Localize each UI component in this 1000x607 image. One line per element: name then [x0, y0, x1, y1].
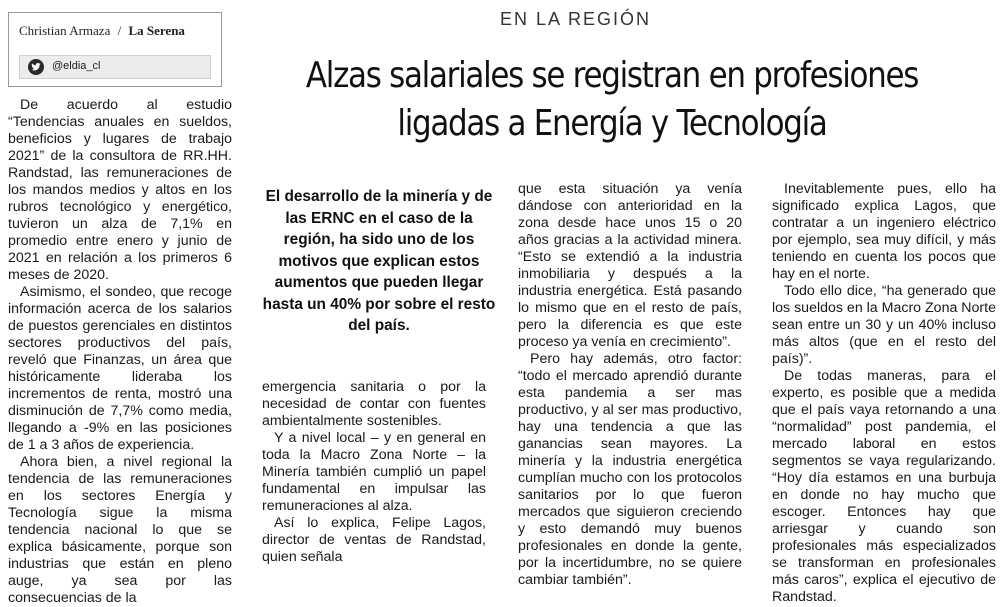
byline-box — [8, 12, 222, 87]
twitter-handle: @eldia_cl — [52, 60, 101, 72]
article-column-4 — [772, 181, 996, 606]
headline — [285, 52, 939, 148]
pull-quote: El desarrollo de la minería y de las ERNC en el caso de la región, ha sido uno de los motivos que explican estos aumentos que pueden llegar hasta un 40% por sobre el resto del país. — [262, 188, 496, 334]
headline-line-2: ligadas a Energía y Tecnología — [397, 103, 827, 144]
twitter-bird-icon — [28, 59, 44, 75]
paragraph: De todas maneras, para el experto, es posible que a medida que el país vaya retornando a una “normalidad” post pandemia, el mercado laboral en estos segmentos se vaya regularizando. “Hoy día estamos en una burbuja en donde no hay mucho que escoger. Entonces hay que arriesgar y cuando son profesionales más especializados se transforman en profesionales más caros”, explica el ejecutivo de Randstad. — [772, 368, 996, 605]
paragraph: emergencia sanitaria o por la necesidad de contar con fuentes ambientalmente sostenibles. — [262, 379, 486, 429]
paragraph: Asimismo, el sondeo, que recoge información acerca de los salarios de puestos gerenciales en distintos sectores productivos del país, reveló que Finanzas, un área que históricamente lideraba los incrementos de renta, mostró una disminución de 7,7% como media, llegando a -9% en las posiciones de 1 a 3 años de experiencia. — [8, 284, 232, 453]
paragraph: De acuerdo al estudio “Tendencias anuales en sueldos, beneficios y lugares de trabajo 2021” de la consultora de RR.HH. Randstad, las remuneraciones de los mandos medios y altos en los rubros tecnológico y energético, tuvieron un alza de 7,1% en promedio entre enero y junio de 2021 en relación a los primeros 6 meses de 2020. — [8, 97, 232, 283]
byline-separator: / — [117, 23, 122, 38]
article-column-3 — [518, 181, 742, 589]
article-column-2 — [262, 379, 486, 566]
paragraph: Así lo explica, Felipe Lagos, director de ventas de Randstad, quien señala — [262, 515, 486, 565]
article-column-1 — [8, 97, 232, 607]
headline-line-1: Alzas salariales se registran en profesiones — [305, 55, 919, 96]
paragraph: Todo ello dice, “ha generado que los sueldos en la Macro Zona Norte sean entre un 30 y un 40% incluso más altos (que en el resto del país)”. — [772, 283, 996, 367]
byline — [19, 23, 185, 39]
twitter-bar — [19, 55, 211, 79]
paragraph: Y a nivel local – y en general en toda la Macro Zona Norte – la Minería también cumplió un papel fundamental en impulsar las remuneraciones al alza. — [262, 430, 486, 514]
paragraph: Inevitablemente pues, ello ha significado explica Lagos, que contratar a un ingeniero eléctrico por ejemplo, sea muy difícil, y más teniendo en cuenta los pocos que hay en el norte. — [772, 181, 996, 282]
paragraph: Ahora bien, a nivel regional la tendencia de las remuneraciones en los sectores Energía y Tecnología sigue la misma tendencia nacional lo que se explica básicamente, porque son industrias que están en pleno auge, ya sea por las consecuencias de la — [8, 454, 232, 606]
author-name: Christian Armaza — [19, 23, 111, 38]
section-label: EN LA REGIÓN — [500, 9, 652, 29]
paragraph: Pero hay además, otro factor: “todo el mercado aprendió durante esta pandemia a ser mas productivo, y al ser mas productivo, hay una tendencia a que las ganancias sean mayores. La minería y la industria energética cumplían mucho con los protocolos sanitarios por lo que fueron mercados que siguieron creciendo y esto demandó muy buenos profesionales en donde la gente, por la incertidumbre, no se quiere cambiar también”. — [518, 351, 742, 588]
paragraph: que esta situación ya venía dándose con anterioridad en la zona desde hace unos 15 o 20 años gracias a la actividad minera. “Esto se extendió a la industria inmobiliaria y después a la industria energética. Está pasando lo mismo que en el resto de país, pero la diferencia es que este proceso ya venía en crecimiento”. — [518, 181, 742, 350]
byline-location: La Serena — [128, 23, 185, 38]
